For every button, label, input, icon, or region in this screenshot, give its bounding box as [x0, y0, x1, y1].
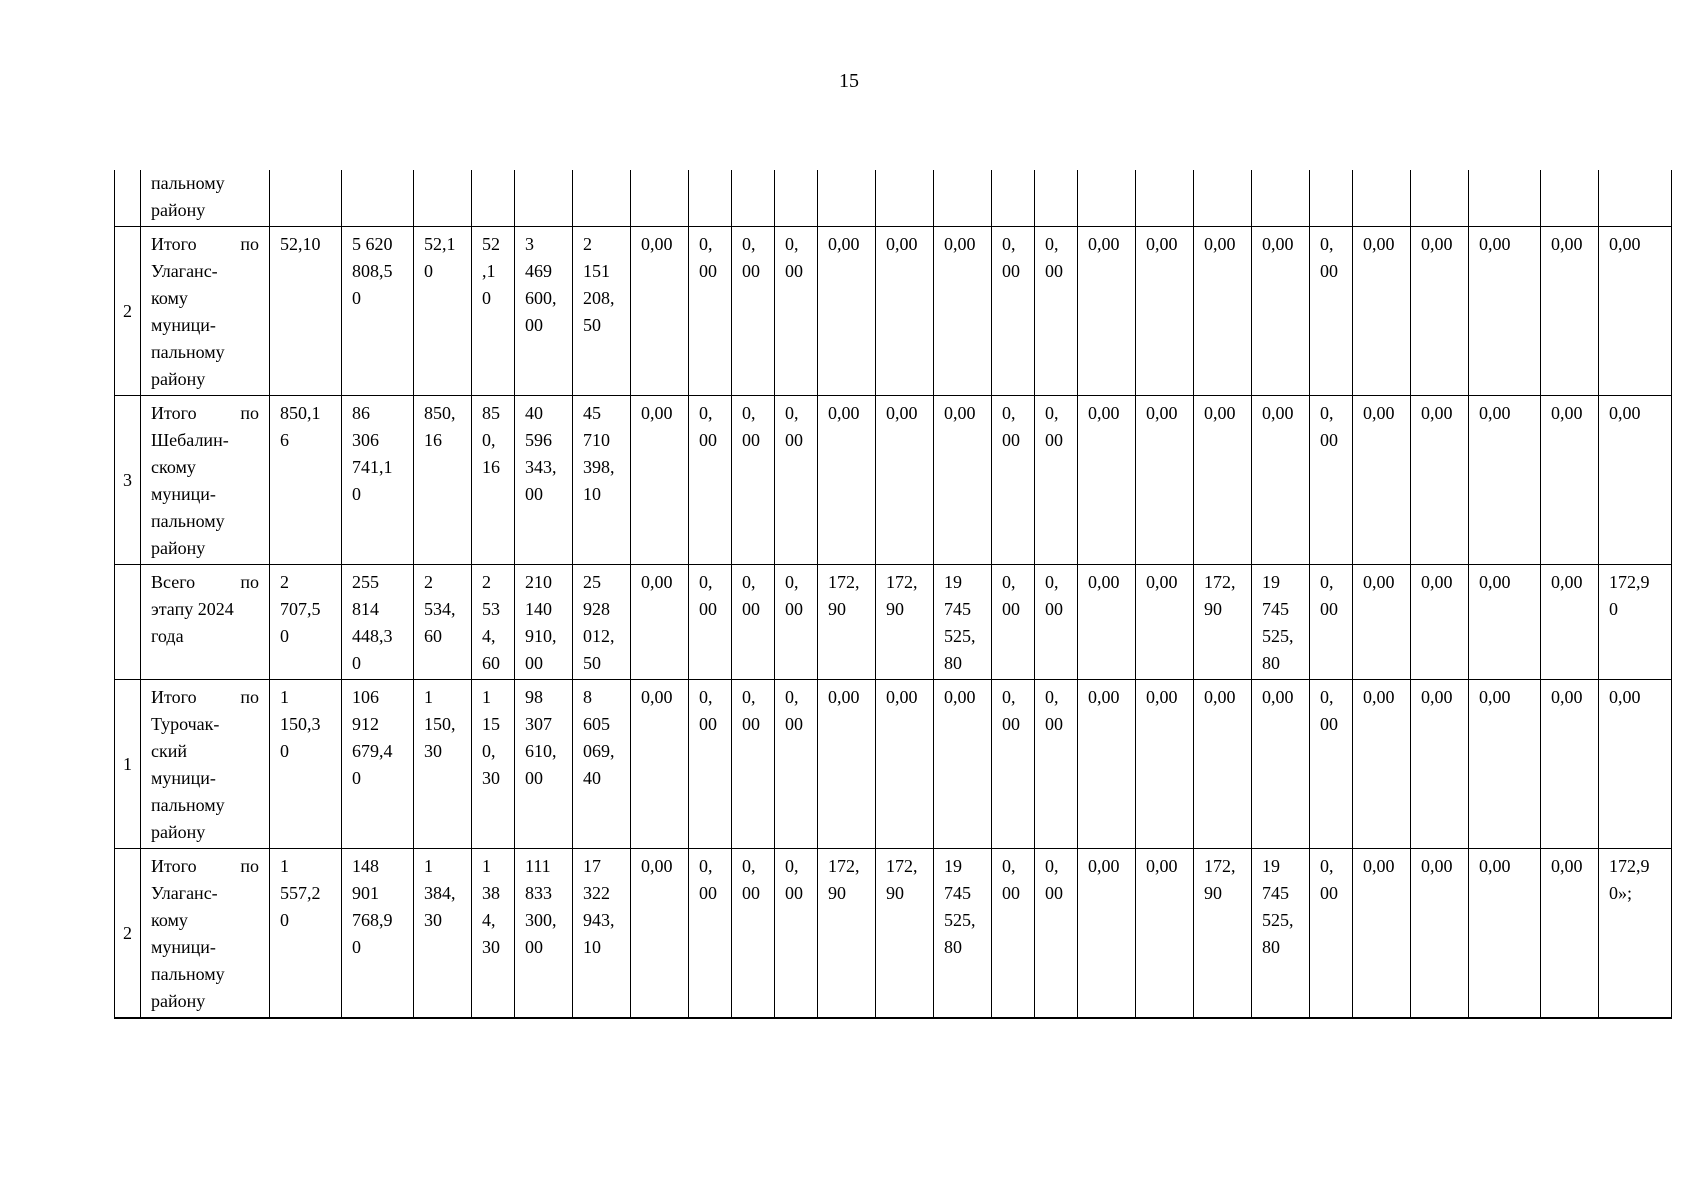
table-cell: 172, 90: [818, 849, 876, 1019]
row-name: Итого по Турочак- ский муници- пальному району: [141, 680, 270, 849]
table-cell: 0,00: [1541, 396, 1599, 565]
table-cell: [1599, 170, 1672, 227]
table-cell: 0, 00: [689, 680, 732, 849]
table-cell: 0,00: [1078, 680, 1136, 849]
table-cell: 0, 00: [992, 565, 1035, 680]
table-row: [115, 680, 1672, 849]
table-cell: 0,00: [1136, 680, 1194, 849]
table-cell: 172,9 0»;: [1599, 849, 1672, 1019]
table-cell: 0,00: [1252, 680, 1310, 849]
table-cell: 2 53 4, 60: [472, 565, 515, 680]
table-cell: 0,00: [1136, 849, 1194, 1019]
table-cell: [1078, 170, 1136, 227]
table-cell: 19 745 525, 80: [1252, 565, 1310, 680]
table-cell: 0, 00: [689, 396, 732, 565]
table-cell: 0, 00: [732, 396, 775, 565]
table-cell: [934, 170, 992, 227]
table-cell: [992, 170, 1035, 227]
table-cell: 0,00: [1194, 227, 1252, 396]
table-cell: [1136, 170, 1194, 227]
table-cell: 8 605 069, 40: [573, 680, 631, 849]
row-name: Итого по Шебалин- скому муници- пальному району: [141, 396, 270, 565]
table-cell: 0, 00: [775, 227, 818, 396]
table-cell: 0,00: [1541, 680, 1599, 849]
table-cell: 0,00: [1599, 396, 1672, 565]
row-name: Итого по Улаганс- кому муници- пальному району: [141, 227, 270, 396]
table-cell: [1035, 170, 1078, 227]
table-cell: 0,00: [1353, 565, 1411, 680]
table-cell: 0,00: [1599, 680, 1672, 849]
table-cell: 1 15 0, 30: [472, 680, 515, 849]
row-number: 2: [115, 849, 141, 1019]
table-cell: [1411, 170, 1469, 227]
table-cell: 19 745 525, 80: [934, 849, 992, 1019]
table-cell: 0,00: [1353, 849, 1411, 1019]
table-cell: 0, 00: [732, 680, 775, 849]
table-cell: 2 707,5 0: [270, 565, 342, 680]
table-cell: 0, 00: [732, 565, 775, 680]
table-cell: 19 745 525, 80: [934, 565, 992, 680]
table-cell: 172, 90: [818, 565, 876, 680]
table-cell: [1252, 170, 1310, 227]
table-cell: [1541, 170, 1599, 227]
table-cell: 2 534, 60: [414, 565, 472, 680]
table-cell: 0,00: [1411, 565, 1469, 680]
table-cell: 0, 00: [732, 849, 775, 1019]
row-number: 3: [115, 396, 141, 565]
table-cell: 0, 00: [992, 227, 1035, 396]
table-cell: 0,00: [1411, 680, 1469, 849]
table-cell: 0, 00: [1035, 396, 1078, 565]
table-cell: 40 596 343, 00: [515, 396, 573, 565]
table-cell: [689, 170, 732, 227]
table-cell: 0,00: [1078, 227, 1136, 396]
table-cell: 148 901 768,9 0: [342, 849, 414, 1019]
table-cell: 0, 00: [775, 565, 818, 680]
table-cell: 5 620 808,5 0: [342, 227, 414, 396]
table-cell: 1 38 4, 30: [472, 849, 515, 1019]
table-cell: 0,00: [1353, 227, 1411, 396]
table-cell: 0, 00: [732, 227, 775, 396]
table-cell: 111 833 300, 00: [515, 849, 573, 1019]
table-cell: 0,00: [1469, 565, 1541, 680]
table-cell: 0,00: [1078, 849, 1136, 1019]
table-cell: [1353, 170, 1411, 227]
table-cell: 0,00: [1541, 227, 1599, 396]
row-number: 2: [115, 227, 141, 396]
table-cell: 0,00: [1541, 565, 1599, 680]
table-row: [115, 565, 1672, 680]
table-cell: 172, 90: [1194, 565, 1252, 680]
table-cell: [818, 170, 876, 227]
table-cell: 86 306 741,1 0: [342, 396, 414, 565]
table-cell: 0,00: [1194, 680, 1252, 849]
table-cell: 0,00: [876, 227, 934, 396]
table-cell: 52,10: [270, 227, 342, 396]
table-cell: 45 710 398, 10: [573, 396, 631, 565]
page-number: 15: [839, 70, 859, 92]
table-cell: [472, 170, 515, 227]
table-cell: 0,00: [1541, 849, 1599, 1019]
table-cell: 0, 00: [689, 227, 732, 396]
table-cell: 0,00: [1411, 849, 1469, 1019]
table-cell: 0, 00: [1035, 565, 1078, 680]
table-cell: 0, 00: [1035, 849, 1078, 1019]
table-cell: 0,00: [1252, 396, 1310, 565]
table-cell: 0,00: [1252, 227, 1310, 396]
table-cell: 0,00: [1136, 227, 1194, 396]
table-cell: 0,00: [631, 227, 689, 396]
table-cell: 172, 90: [1194, 849, 1252, 1019]
table-cell: 1 384, 30: [414, 849, 472, 1019]
table-cell: 0,00: [818, 227, 876, 396]
table-cell: 172, 90: [876, 565, 934, 680]
table-cell: 0, 00: [689, 565, 732, 680]
table-cell: 0,00: [631, 396, 689, 565]
table-cell: [270, 170, 342, 227]
table-cell: 0, 00: [1310, 565, 1353, 680]
row-name: Всего по этапу 2024 года: [141, 565, 270, 680]
table-cell: 2 151 208, 50: [573, 227, 631, 396]
table-cell: 0, 00: [992, 396, 1035, 565]
table-cell: 0,00: [818, 680, 876, 849]
table-cell: 210 140 910, 00: [515, 565, 573, 680]
table-cell: [732, 170, 775, 227]
table-cell: 0, 00: [775, 396, 818, 565]
table-cell: 850, 16: [414, 396, 472, 565]
table-row: [115, 396, 1672, 565]
table-cell: 0,00: [1599, 227, 1672, 396]
table-cell: 0,00: [1469, 227, 1541, 396]
table-cell: 52,1 0: [414, 227, 472, 396]
table-cell: 106 912 679,4 0: [342, 680, 414, 849]
table-cell: 1 557,2 0: [270, 849, 342, 1019]
table-cell: 255 814 448,3 0: [342, 565, 414, 680]
table-cell: 0, 00: [1035, 227, 1078, 396]
table-cell: 0, 00: [1310, 849, 1353, 1019]
table-cell: 0,00: [934, 396, 992, 565]
table-cell: 0,00: [934, 680, 992, 849]
table-cell: 0,00: [1353, 396, 1411, 565]
table-cell: 0,00: [631, 565, 689, 680]
table-cell: 850,1 6: [270, 396, 342, 565]
table-cell: 172, 90: [876, 849, 934, 1019]
table-cell: 0,00: [1469, 680, 1541, 849]
row-name: Итого по Улаганс- кому муници- пальному району: [141, 849, 270, 1019]
table-row: [115, 849, 1672, 1019]
table-cell: 0, 00: [1310, 227, 1353, 396]
table-cell: 0,00: [1078, 396, 1136, 565]
table-cell: 0,00: [1469, 849, 1541, 1019]
table-cell: 0,00: [1411, 227, 1469, 396]
table-cell: [631, 170, 689, 227]
table-cell: 0, 00: [992, 680, 1035, 849]
row-name: пальному району: [141, 170, 270, 227]
table-cell: 0,00: [1136, 396, 1194, 565]
table-cell: 0,00: [631, 680, 689, 849]
table-cell: 0,00: [1136, 565, 1194, 680]
table-cell: 0,00: [1353, 680, 1411, 849]
table-cell: 1 150, 30: [414, 680, 472, 849]
table-cell: 1 150,3 0: [270, 680, 342, 849]
table-cell: 172,9 0: [1599, 565, 1672, 680]
table-cell: [1310, 170, 1353, 227]
table-cell: [414, 170, 472, 227]
row-number: [115, 565, 141, 680]
table-cell: 0, 00: [1310, 396, 1353, 565]
table-cell: [342, 170, 414, 227]
table-cell: 0, 00: [1035, 680, 1078, 849]
table-cell: [876, 170, 934, 227]
table-cell: 0, 00: [992, 849, 1035, 1019]
table-cell: 0, 00: [775, 849, 818, 1019]
table-cell: 3 469 600, 00: [515, 227, 573, 396]
table-cell: 0,00: [818, 396, 876, 565]
table-cell: 17 322 943, 10: [573, 849, 631, 1019]
table-cell: [1194, 170, 1252, 227]
table-cell: 0, 00: [1310, 680, 1353, 849]
table-cell: 98 307 610, 00: [515, 680, 573, 849]
table-cell: 0,00: [1078, 565, 1136, 680]
table-cell: 19 745 525, 80: [1252, 849, 1310, 1019]
row-number: 1: [115, 680, 141, 849]
table-row: [115, 170, 1672, 227]
data-table: [114, 170, 1672, 1019]
table-cell: [515, 170, 573, 227]
table-cell: 0, 00: [775, 680, 818, 849]
table-cell: 0,00: [1411, 396, 1469, 565]
table-cell: [775, 170, 818, 227]
table-cell: 85 0, 16: [472, 396, 515, 565]
table-cell: 0,00: [1194, 396, 1252, 565]
table-cell: 52 ,1 0: [472, 227, 515, 396]
table-cell: 25 928 012, 50: [573, 565, 631, 680]
row-number: [115, 170, 141, 227]
table-cell: 0,00: [876, 396, 934, 565]
table-cell: 0,00: [631, 849, 689, 1019]
table-cell: 0,00: [876, 680, 934, 849]
table-row: [115, 227, 1672, 396]
table-cell: 0,00: [934, 227, 992, 396]
table-cell: [1469, 170, 1541, 227]
table-cell: 0, 00: [689, 849, 732, 1019]
table-cell: [573, 170, 631, 227]
table-cell: 0,00: [1469, 396, 1541, 565]
